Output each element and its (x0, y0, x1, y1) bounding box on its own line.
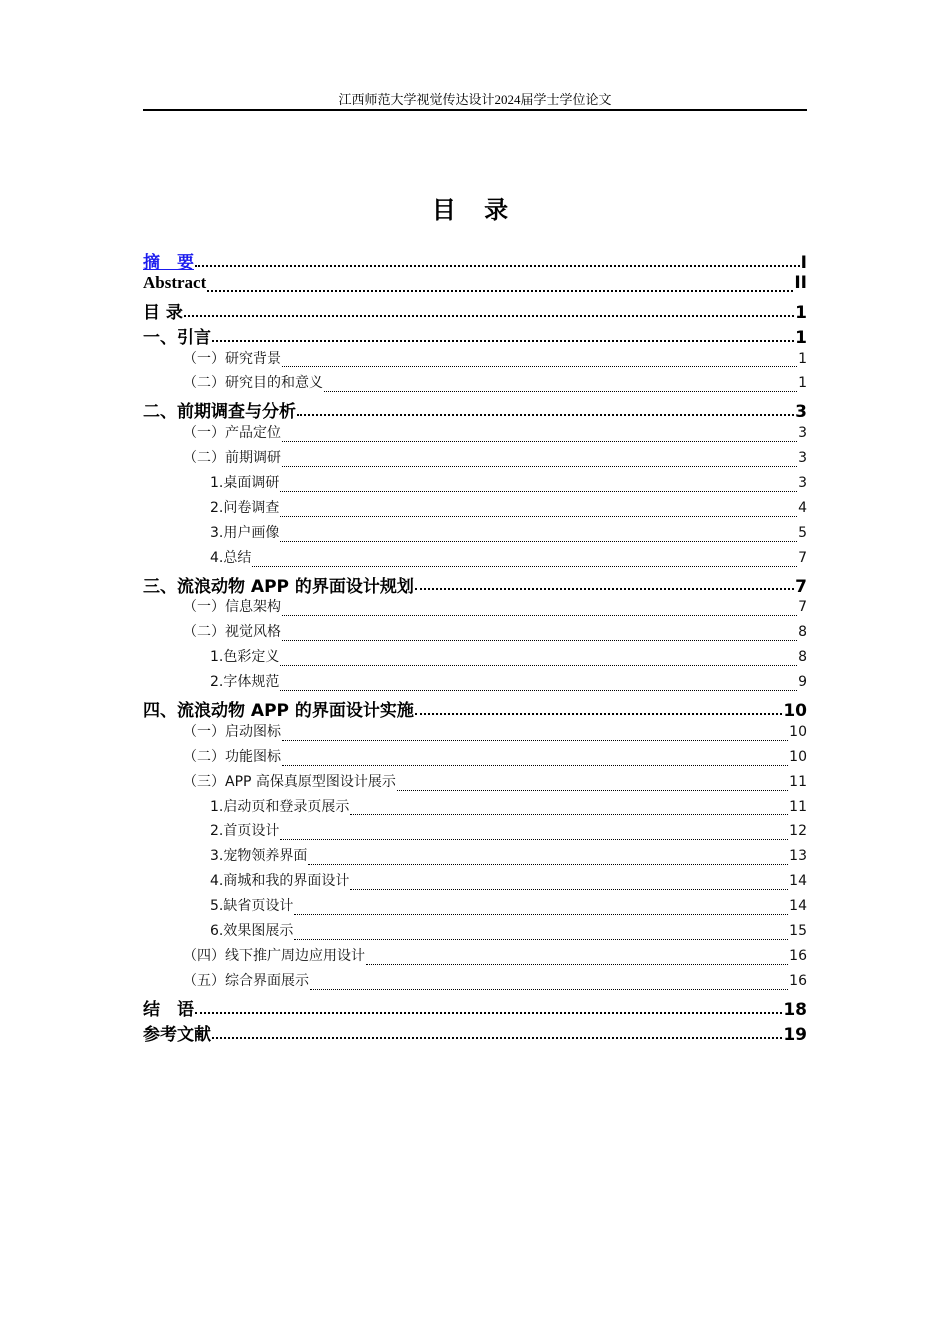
toc-page-number: 11 (789, 773, 807, 790)
toc-entry-label: 1.启动页和登录页展示 (210, 798, 350, 815)
toc-entry-label: 3.用户画像 (210, 524, 280, 541)
toc-entry[interactable] (143, 547, 807, 572)
toc-page-number: 10 (789, 748, 807, 765)
toc-entry[interactable] (143, 497, 807, 522)
toc-entry[interactable] (143, 945, 807, 970)
toc-entry-label: 2.字体规范 (210, 674, 280, 691)
toc-entry-label: 结 语 (143, 999, 194, 1020)
toc-page-number: I (800, 253, 807, 273)
toc-entry[interactable] (143, 298, 807, 323)
toc-entry-label: 四、流浪动物 APP 的界面设计实施 (143, 701, 414, 722)
toc-entry-label: 一、引言 (143, 327, 211, 348)
toc-entry-label: 4.商城和我的界面设计 (210, 873, 350, 890)
toc-entry[interactable] (143, 621, 807, 646)
toc-entry[interactable] (143, 920, 807, 945)
toc-page-number: 1 (798, 375, 807, 392)
toc-entry-label: 目 录 (143, 302, 183, 323)
toc-entry-label: （二）研究目的和意义 (183, 375, 323, 392)
page-title: 目 录 (431, 196, 519, 224)
toc-entry[interactable] (143, 273, 807, 298)
toc-entry-label: 6.效果图展示 (210, 923, 294, 940)
toc-leader-dots (280, 665, 797, 666)
toc-entry[interactable] (143, 522, 807, 547)
toc-leader-dots (397, 790, 788, 791)
table-of-contents (143, 248, 807, 1045)
toc-leader-dots (280, 541, 797, 542)
toc-entry-label: （四）线下推广周边应用设计 (183, 947, 365, 964)
running-header: 江西师范大学视觉传达设计2024届学士学位论文 (338, 92, 612, 107)
toc-entry[interactable] (143, 820, 807, 845)
toc-entry[interactable] (143, 596, 807, 621)
toc-page-number: 4 (798, 499, 807, 516)
toc-entry-label: （一）信息架构 (183, 599, 281, 616)
toc-page-number: 3 (798, 450, 807, 467)
toc-entry-label: （一）研究背景 (183, 350, 281, 367)
toc-entry-label: 2.问卷调查 (210, 499, 280, 516)
toc-page-number: II (794, 272, 807, 293)
toc-leader-dots (280, 839, 788, 840)
toc-entry[interactable] (143, 995, 807, 1020)
toc-entry[interactable] (143, 572, 807, 597)
toc-page-number: 14 (789, 873, 807, 890)
header-rule (143, 109, 807, 111)
toc-page-number: 13 (789, 848, 807, 865)
toc-entry-label: 1.桌面调研 (210, 475, 280, 492)
toc-entry-label: （三）APP 高保真原型图设计展示 (183, 773, 396, 790)
toc-page-number: 11 (789, 798, 807, 815)
toc-page-number: 10 (789, 723, 807, 740)
toc-page-number: 1 (795, 302, 807, 323)
toc-entry-label[interactable]: 摘 要 (143, 253, 194, 273)
toc-leader-dots (350, 814, 788, 815)
toc-entry[interactable] (143, 870, 807, 895)
toc-page-number: 8 (798, 649, 807, 666)
toc-leader-dots (282, 765, 788, 766)
toc-leader-dots (282, 366, 797, 367)
toc-page-number: 7 (798, 549, 807, 566)
toc-page-number: 5 (798, 524, 807, 541)
toc-entry-label: （五）综合界面展示 (183, 972, 309, 989)
toc-entry[interactable] (143, 472, 807, 497)
toc-entry[interactable] (143, 671, 807, 696)
toc-entry[interactable] (143, 970, 807, 995)
toc-leader-dots (282, 640, 797, 641)
toc-page-number: 8 (798, 624, 807, 641)
toc-leader-dots (212, 1037, 782, 1039)
toc-entry[interactable] (143, 796, 807, 821)
toc-entry-label: （一）产品定位 (183, 425, 281, 442)
toc-entry-label: 5.缺省页设计 (210, 898, 294, 915)
toc-page-number: 16 (789, 972, 807, 989)
toc-page-number: 18 (783, 999, 807, 1020)
toc-entry-label: （二）前期调研 (183, 450, 281, 467)
toc-leader-dots (282, 615, 797, 616)
toc-page-number: 14 (789, 898, 807, 915)
toc-leader-dots (324, 391, 797, 392)
toc-entry-label: Abstract (143, 272, 207, 292)
toc-page-number: 19 (783, 1024, 807, 1045)
toc-leader-dots (282, 740, 788, 741)
toc-entry-label: 二、前期调查与分析 (143, 402, 296, 423)
toc-entry-label: 1.色彩定义 (210, 649, 280, 666)
toc-page-number: 15 (789, 923, 807, 940)
toc-page-number: 10 (783, 701, 807, 722)
toc-entry[interactable] (143, 422, 807, 447)
toc-leader-dots (207, 290, 793, 292)
toc-entry[interactable] (143, 1020, 807, 1045)
toc-leader-dots (366, 964, 788, 965)
toc-page-number: 3 (798, 425, 807, 442)
toc-entry-label: 2.首页设计 (210, 823, 280, 840)
toc-leader-dots (415, 588, 794, 590)
toc-entry-label: 参考文献 (143, 1024, 211, 1045)
toc-entry-label: 3.宠物领养界面 (210, 848, 308, 865)
toc-page-number: 12 (789, 823, 807, 840)
toc-leader-dots (282, 466, 797, 467)
toc-leader-dots (280, 491, 797, 492)
toc-entry[interactable] (143, 721, 807, 746)
toc-entry[interactable] (143, 845, 807, 870)
toc-entry[interactable] (143, 348, 807, 373)
toc-entry-label: （二）功能图标 (183, 748, 281, 765)
toc-leader-dots (282, 441, 797, 442)
toc-entry[interactable] (143, 646, 807, 671)
toc-leader-dots (184, 315, 794, 317)
toc-entry-label: 三、流浪动物 APP 的界面设计规划 (143, 576, 414, 597)
toc-page-number: 3 (795, 402, 807, 423)
toc-leader-dots (297, 414, 794, 416)
toc-leader-dots (415, 713, 782, 715)
toc-leader-dots (294, 939, 788, 940)
toc-page-number: 1 (795, 327, 807, 348)
toc-leader-dots (310, 989, 788, 990)
toc-entry[interactable] (143, 323, 807, 348)
toc-leader-dots (280, 516, 797, 517)
toc-entry[interactable] (143, 447, 807, 472)
toc-leader-dots (252, 566, 797, 567)
toc-leader-dots (212, 340, 794, 342)
toc-entry[interactable] (143, 746, 807, 771)
toc-entry[interactable] (143, 696, 807, 721)
toc-entry[interactable] (143, 248, 807, 273)
toc-entry[interactable] (143, 372, 807, 397)
toc-entry[interactable] (143, 397, 807, 422)
toc-leader-dots (195, 265, 800, 267)
toc-entry-label: （一）启动图标 (183, 723, 281, 740)
toc-entry[interactable] (143, 771, 807, 796)
toc-page-number: 9 (798, 674, 807, 691)
toc-page-number: 7 (798, 599, 807, 616)
toc-entry[interactable] (143, 895, 807, 920)
toc-entry-label: 4.总结 (210, 549, 252, 566)
toc-page-number: 1 (798, 350, 807, 367)
toc-leader-dots (308, 864, 788, 865)
toc-page-number: 7 (795, 576, 807, 597)
toc-leader-dots (195, 1012, 782, 1014)
toc-entry-label: （二）视觉风格 (183, 624, 281, 641)
toc-leader-dots (294, 914, 788, 915)
toc-leader-dots (280, 690, 797, 691)
toc-page-number: 16 (789, 947, 807, 964)
toc-leader-dots (350, 889, 788, 890)
toc-page-number: 3 (798, 475, 807, 492)
